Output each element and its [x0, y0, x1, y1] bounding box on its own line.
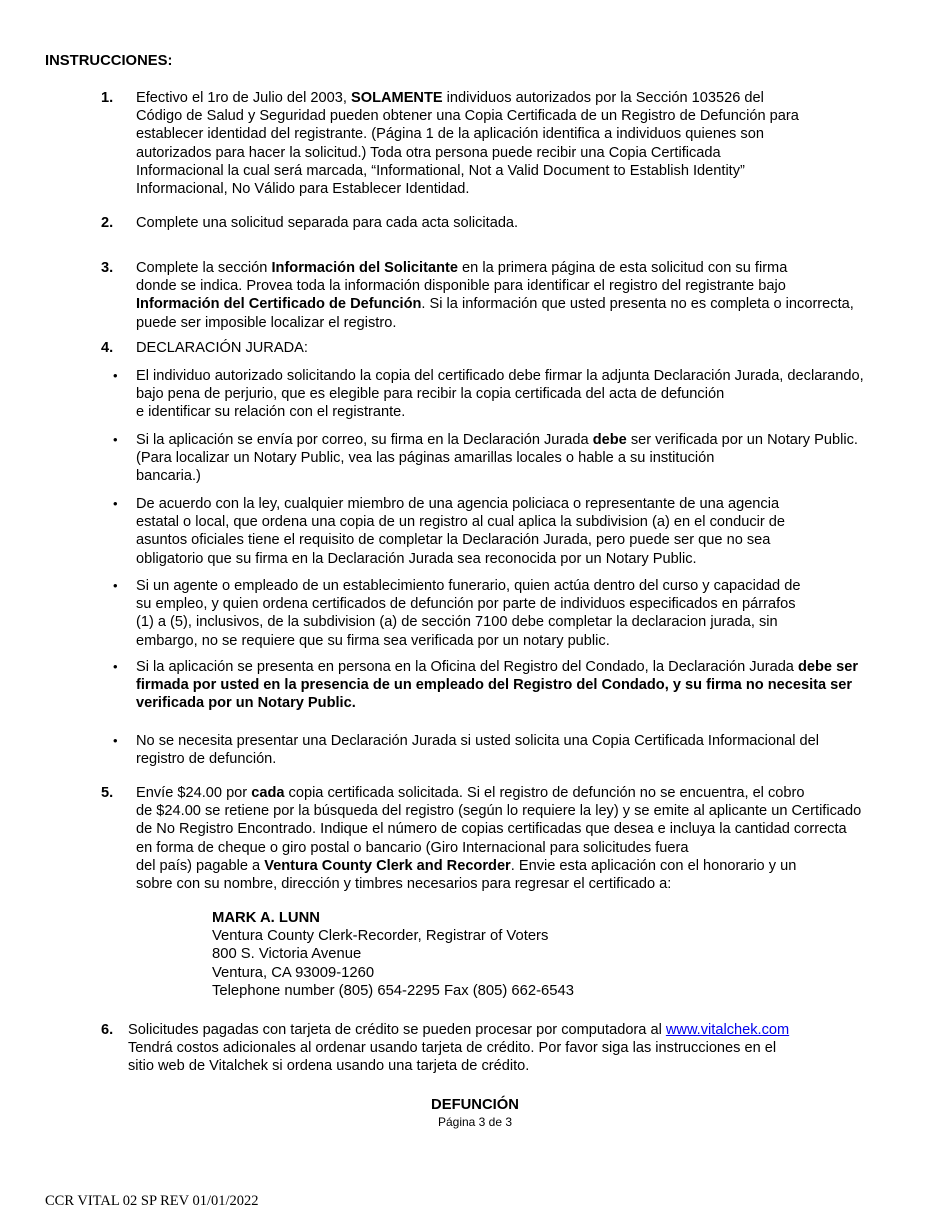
bullet-1-text: El individuo autorizado solicitando la copia del certificado debe firmar la adjunta Declaración Jurada, declarando, bajo pena de perjurio, que es elegible para recibir la copia certificada del acta de defunción e identificar su relación con el registrante.	[136, 368, 864, 421]
bullet-2-text: Si la aplicación se envía por correo, su firma en la Declaración Jurada debe ser verificada por un Notary Public. (Para localizar un Notary Public, vea las páginas amarillas locales o hable a su institución bancaria.)	[136, 432, 858, 485]
item-6-text: Solicitudes pagadas con tarjeta de crédito se pueden procesar por computadora al www.vitalchek.com Tendrá costos adicionales al ordenar usando tarjeta de crédito. Por favor siga las instrucciones en el sitio web de Vitalchek si ordena usando una tarjeta de crédito.	[128, 1022, 790, 1075]
page-number: Página 3 de 3	[437, 1115, 513, 1129]
bullet-5-dot: •	[113, 659, 118, 674]
bullet-4-text: Si un agente o empleado de un establecimiento funerario, quien actúa dentro del curso y capacidad de su empleo, y quien ordena certificados de defunción por parte de individuos especificados en párrafos (1) a (5), inclusivos, de la subdivision (a) de sección 7100 debe completar la declaracion jurada, sin embargo, no se requiere que su firma sea verificada por un notary public.	[136, 578, 801, 649]
form-code: CCR VITAL 02 SP REV 01/01/2022	[45, 1193, 259, 1209]
item-number-6: 6.	[101, 1022, 114, 1038]
address-line-3: Ventura, CA 93009-1260	[212, 964, 375, 981]
item-number-2: 2.	[101, 215, 114, 231]
bullet-5-text: Si la aplicación se presenta en persona en la Oficina del Registro del Condado, la Declaración Jurada debe ser firmada por usted en la presencia de un empleado del Registro del Condado, y su firma no necesita ser verificada por un Notary Public.	[136, 659, 859, 712]
bullet-3-text: De acuerdo con la ley, cualquier miembro de una agencia policiaca o representante de una agencia estatal o local, que ordena una copia de un registro al cual aplica la subdivision (a) en el conducir de asuntos oficiales tiene el requisito de completar la Declaración Jurada, pero puede ser que no sea obligatorio que su firma en la Declaración Jurada sea reconocida por un Notary Public.	[136, 496, 786, 567]
bullet-6-text: No se necesita presentar una Declaración Jurada si usted solicita una Copia Certificada Informacional del registro de defunción.	[136, 733, 820, 768]
item-number-1: 1.	[101, 90, 114, 106]
address-line-2: 800 S. Victoria Avenue	[212, 946, 362, 963]
address-name: MARK A. LUNN	[212, 910, 320, 926]
bullet-3-dot: •	[113, 496, 118, 511]
item-number-3: 3.	[101, 260, 114, 276]
bullet-2-dot: •	[113, 432, 118, 447]
footer-title: DEFUNCIÓN	[431, 1097, 519, 1113]
item-3-text: Complete la sección Información del Solicitante en la primera página de esta solicitud con su firma donde se indica. Provea toda la información disponible para identificar el registro del registrante bajo Información del Certificado de Defunción. Si la información que usted presenta no es completa o incorrecta, puede ser imposible localizar el registro.	[136, 260, 854, 331]
item-number-5: 5.	[101, 785, 114, 801]
bullet-4-dot: •	[113, 578, 118, 593]
item-5-text: Envíe $24.00 por cada copia certificada solicitada. Si el registro de defunción no se encuentra, el cobro de $24.00 se retiene por la búsqueda del registro (según lo requiere la ley) y se emite al aplicante un Certificado de No Registro Encontrado. Indique el número de copias certificadas que desea e incluya la cantidad correcta en forma de cheque o giro postal o bancario (Giro Internacional para solicitudes fuera del país) pagable a Ventura County Clerk and Recorder. Envie esta aplicación con el honorario y un sobre con su nombre, dirección y timbres necesarios para regresar el certificado a:	[136, 785, 862, 893]
bullet-1-dot: •	[113, 368, 118, 383]
item-2-text: Complete una solicitud separada para cada acta solicitada.	[136, 215, 519, 231]
vitalchek-link[interactable]: www.vitalchek.com	[665, 1022, 790, 1038]
address-line-1: Ventura County Clerk-Recorder, Registrar of Voters	[212, 928, 549, 945]
bullet-6-dot: •	[113, 733, 118, 748]
mailing-address	[212, 909, 574, 1000]
item-1-text: Efectivo el 1ro de Julio del 2003, SOLAMENTE individuos autorizados por la Sección 103526 del Código de Salud y Seguridad pueden obtener una Copia Certificada de un Registro de Defunción para establecer identidad del registrante. (Página 1 de la aplicación identifica a individuos quienes son autorizados para hacer la solicitud.) Toda otra persona puede recibir una Copia Certificada Informacional la cual será marcada, “Informational, Not a Valid Document to Establish Identity” Informacional, No Válido para Establecer Identidad.	[136, 90, 799, 198]
item-number-4: 4.	[101, 340, 114, 356]
instructions-heading: INSTRUCCIONES:	[45, 53, 173, 69]
address-phone-fax: Telephone number (805) 654-2295 Fax (805) 662-6543	[212, 982, 574, 999]
item-4-text: DECLARACIÓN JURADA:	[136, 340, 308, 356]
